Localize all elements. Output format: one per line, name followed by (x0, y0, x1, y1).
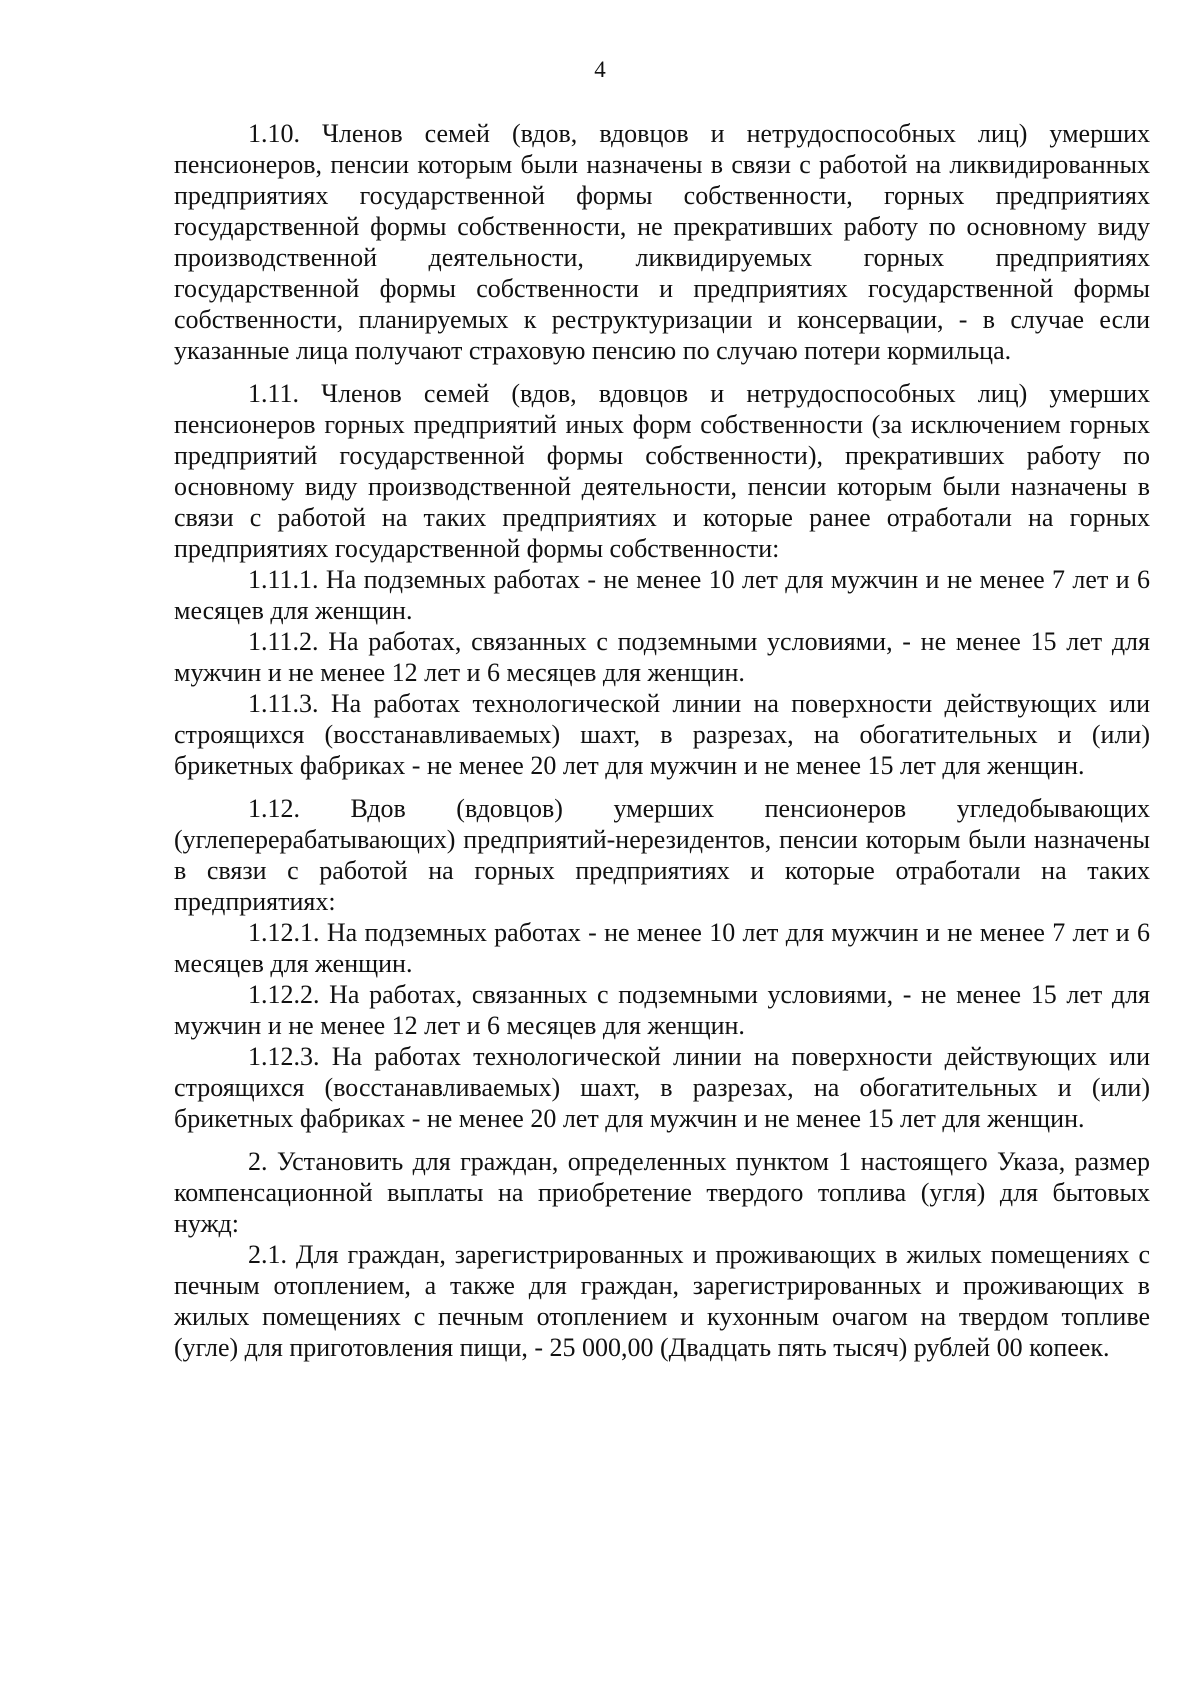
document-body (174, 118, 1150, 1363)
page-number: 4 (594, 57, 606, 82)
paragraph-2: 2. Установить для граждан, определенных пунктом 1 настоящего Указа, размер компенсационной выплаты на приобретение твердого топлива (угля) для бытовых нужд: (174, 1147, 1150, 1238)
paragraph-1-11: 1.11. Членов семей (вдов, вдовцов и нетрудоспособных лиц) умерших пенсионеров горных предприятий иных форм собственности (за исключением горных предприятий государственной формы собственности), прекративших работу по основному виду производственной деятельности, пенсии которым были назначены в связи с работой на таких предприятиях и которые ранее отработали на горных предприятиях государственной формы собственности: (174, 379, 1150, 563)
paragraph-1-12-3: 1.12.3. На работах технологической линии на поверхности действующих или строящихся (восстанавливаемых) шахт, в разрезах, на обогатительных и (или) брикетных фабриках - не менее 20 лет для мужчин и не менее 15 лет для женщин. (174, 1042, 1150, 1133)
paragraph-1-10: 1.10. Членов семей (вдов, вдовцов и нетрудоспособных лиц) умерших пенсионеров, пенсии которым были назначены в связи с работой на ликвидированных предприятиях государственной формы собственности, горных предприятиях государственной формы собственности, не прекративших работу по основному виду производственной деятельности, ликвидируемых горных предприятиях государственной формы собственности и предприятиях государственной формы собственности, планируемых к реструктуризации и консервации, - в случае если указанные лица получают страховую пенсию по случаю потери кормильца. (174, 119, 1150, 365)
paragraph-1-12-2: 1.12.2. На работах, связанных с подземными условиями, - не менее 15 лет для мужчин и не менее 12 лет и 6 месяцев для женщин. (174, 980, 1150, 1040)
paragraph-1-11-3: 1.11.3. На работах технологической линии на поверхности действующих или строящихся (восстанавливаемых) шахт, в разрезах, на обогатительных и (или) брикетных фабриках - не менее 20 лет для мужчин и не менее 15 лет для женщин. (174, 689, 1150, 780)
paragraph-1-11-2: 1.11.2. На работах, связанных с подземными условиями, - не менее 15 лет для мужчин и не менее 12 лет и 6 месяцев для женщин. (174, 627, 1150, 687)
paragraph-1-12-1: 1.12.1. На подземных работах - не менее 10 лет для мужчин и не менее 7 лет и 6 месяцев для женщин. (174, 918, 1150, 978)
paragraph-2-1: 2.1. Для граждан, зарегистрированных и проживающих в жилых помещениях с печным отоплением, а также для граждан, зарегистрированных и проживающих в жилых помещениях с печным отоплением и кухонным очагом на твердом топливе (угле) для приготовления пищи, - 25 000,00 (Двадцать пять тысяч) рублей 00 копеек. (174, 1240, 1150, 1362)
paragraph-1-12: 1.12. Вдов (вдовцов) умерших пенсионеров угледобывающих (углеперерабатывающих) предприятий-нерезидентов, пенсии которым были назначены в связи с работой на горных предприятиях и которые отработали на таких предприятиях: (174, 794, 1150, 916)
paragraph-1-11-1: 1.11.1. На подземных работах - не менее 10 лет для мужчин и не менее 7 лет и 6 месяцев для женщин. (174, 565, 1150, 625)
